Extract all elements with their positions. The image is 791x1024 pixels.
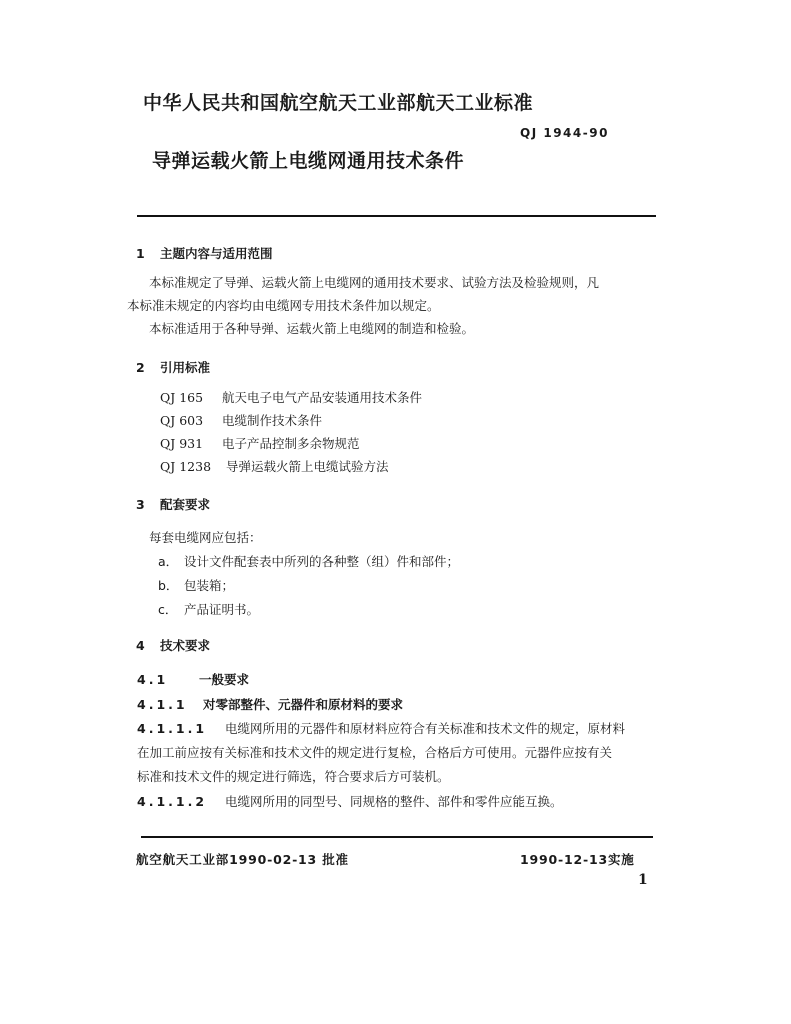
approval-date: 航空航天工业部1990-02-13 批准	[136, 852, 349, 867]
section-number: 1	[136, 246, 145, 261]
list-item	[158, 576, 234, 594]
clause-number: 4.1.1.2	[137, 794, 208, 809]
subsection-number: 4.1.1	[137, 697, 188, 712]
section-3-intro: 每套电缆网应包括：	[149, 530, 262, 545]
section-title: 引用标准	[160, 360, 211, 375]
reference-code: QJ 931	[160, 436, 204, 451]
reference-code: QJ 1238	[160, 459, 212, 474]
section-title: 配套要求	[160, 497, 211, 512]
issuing-organization: 中华人民共和国航空航天工业部航天工业标准	[143, 92, 534, 114]
subsection-4-1-heading	[137, 670, 249, 688]
section-1-paragraph-2: 本标准适用于各种导弹、运载火箭上电缆网的制造和检验。	[149, 321, 475, 336]
section-4-heading	[136, 636, 210, 654]
implementation-date: 1990-12-13实施	[520, 852, 635, 867]
clause-text: 电缆网所用的同型号、同规格的整件、部件和零件应能互换。	[225, 794, 563, 809]
section-title: 技术要求	[160, 638, 211, 653]
reference-title: 电缆制作技术条件	[222, 413, 323, 428]
reference-title: 电子产品控制多余物规范	[222, 436, 360, 451]
list-marker: c．	[158, 602, 178, 617]
list-text: 设计文件配套表中所列的各种整（组）件和部件；	[184, 554, 460, 569]
reference-code: QJ 165	[160, 390, 204, 405]
clause-number: 4.1.1.1	[137, 721, 208, 736]
list-text: 产品证明书。	[184, 602, 260, 617]
page-number: 1	[638, 872, 648, 888]
subsection-4-1-1-heading	[137, 695, 403, 713]
list-item	[158, 600, 259, 618]
section-number: 3	[136, 497, 145, 512]
reference-title: 航天电子电气产品安装通用技术条件	[222, 390, 423, 405]
section-number: 4	[136, 638, 145, 653]
section-3-heading	[136, 495, 210, 513]
reference-code: QJ 603	[160, 413, 204, 428]
reference-standard	[160, 457, 389, 475]
section-number: 2	[136, 360, 145, 375]
clause-4-1-1-1-line-1	[137, 719, 625, 737]
clause-4-1-1-1-line-2: 在加工前应按有关标准和技术文件的规定进行复检，合格后方可使用。元器件应按有关	[137, 745, 613, 760]
reference-standard	[160, 434, 360, 452]
section-1-heading	[136, 244, 273, 262]
clause-4-1-1-1-line-3: 标准和技术文件的规定进行筛选，符合要求后方可装机。	[137, 769, 450, 784]
section-1-paragraph-1-line-1: 本标准规定了导弹、运载火箭上电缆网的通用技术要求、试验方法及检验规则，凡	[149, 275, 600, 290]
list-item	[158, 552, 459, 570]
section-1-paragraph-1-line-2: 本标准未规定的内容均由电缆网专用技术条件加以规定。	[127, 298, 440, 313]
subsection-title: 一般要求	[199, 672, 250, 687]
reference-standard	[160, 411, 322, 429]
reference-standard	[160, 388, 422, 406]
clause-4-1-1-2	[137, 792, 563, 810]
standard-number: QJ 1944-90	[520, 126, 609, 140]
reference-title: 导弹运载火箭上电缆试验方法	[226, 459, 389, 474]
document-title: 导弹运载火箭上电缆网通用技术条件	[152, 150, 465, 172]
bottom-divider	[141, 836, 653, 838]
top-divider	[137, 215, 656, 217]
subsection-number: 4.1	[137, 672, 169, 687]
list-text: 包装箱；	[184, 578, 235, 593]
list-marker: a．	[158, 554, 179, 569]
list-marker: b．	[158, 578, 179, 593]
clause-text: 电缆网所用的元器件和原材料应符合有关标准和技术文件的规定，原材料	[225, 721, 626, 736]
section-title: 主题内容与适用范围	[160, 246, 273, 261]
section-2-heading	[136, 358, 210, 376]
subsection-title: 对零部整件、元器件和原材料的要求	[203, 697, 404, 712]
